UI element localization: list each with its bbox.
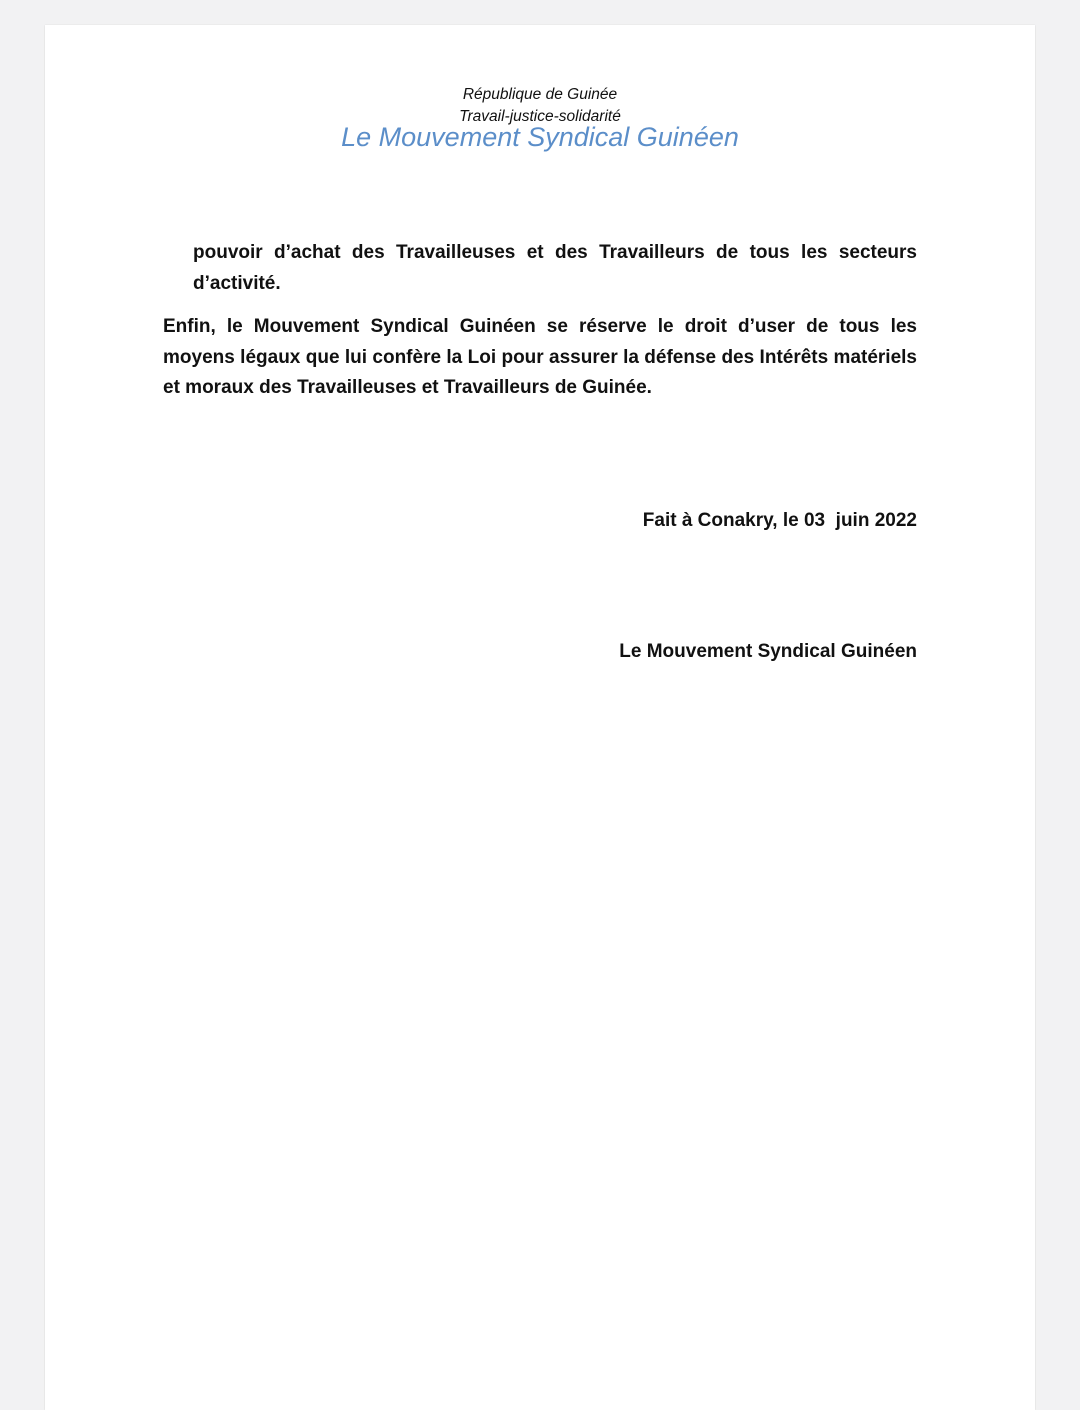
motto-line: Travail-justice-solidarité: [459, 108, 621, 125]
paragraph-continuation: pouvoir d’achat des Travailleuses et des Travailleurs de tous les secteurs d’activité.: [193, 242, 917, 294]
republic-line: République de Guinée: [462, 86, 618, 103]
letterhead: [45, 84, 1035, 151]
paragraph-conclusion: Enfin, le Mouvement Syndical Guinéen se réserve le droit d’user de tous les moyens légaux que lui confère la Loi pour assurer la défense des Intérêts matériels et moraux des Travailleuses et Travailleurs de Guinée.: [163, 316, 917, 398]
organization-title: Le Mouvement Syndical Guinéen: [341, 122, 739, 152]
document-page: [45, 25, 1035, 1410]
signature-line: Le Mouvement Syndical Guinéen: [619, 641, 917, 662]
place-date: Fait à Conakry, le 03 juin 2022: [642, 510, 917, 531]
